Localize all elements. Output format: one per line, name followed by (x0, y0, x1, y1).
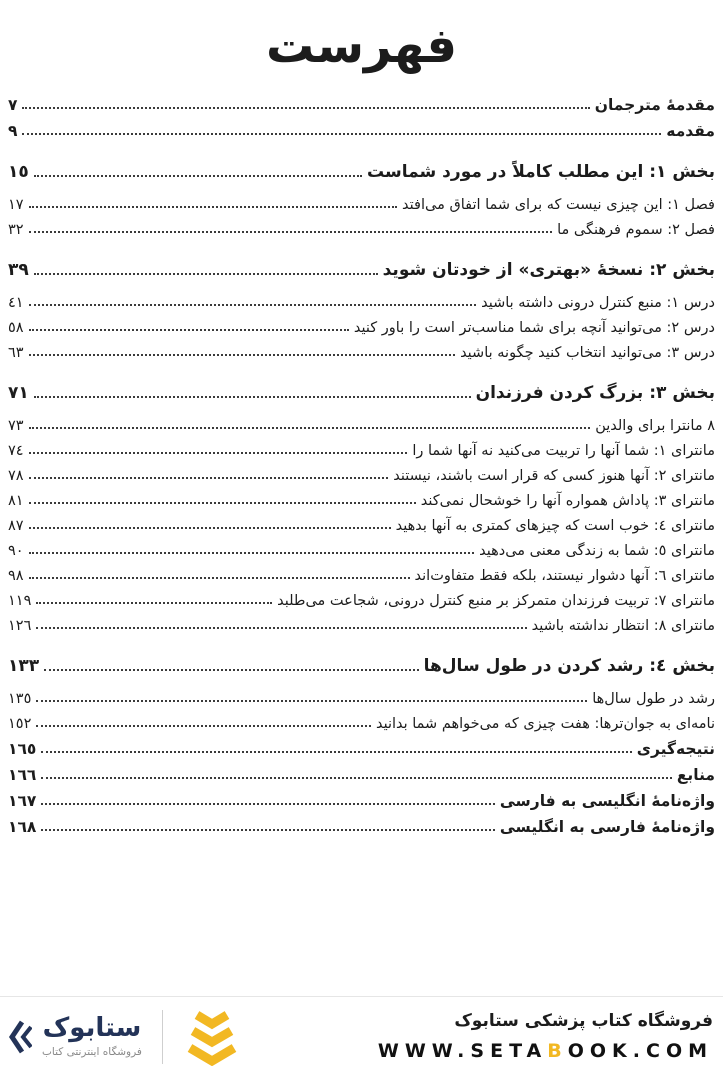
toc-dot-leader (29, 577, 410, 579)
toc-entry-page: ٧٣ (8, 417, 24, 434)
toc-entry-page: ٤١ (8, 294, 24, 311)
toc-entry-page: ٧١ (8, 383, 29, 403)
toc-dot-leader (29, 354, 455, 356)
toc-entry-page: ٩ (8, 122, 18, 140)
toc-entry (8, 192, 715, 217)
toc-entry-page: ٩٠ (8, 542, 24, 559)
toc-entry (8, 538, 715, 563)
toc-dot-leader (22, 107, 589, 109)
toc-dot-leader (29, 527, 391, 529)
toc-entry-page: ٨٧ (8, 517, 24, 534)
toc-dot-leader (36, 627, 526, 629)
toc-entry-page: ٨١ (8, 492, 24, 509)
toc-list (8, 92, 715, 840)
toc-dot-leader (29, 206, 397, 208)
toc-entry (8, 256, 715, 284)
toc-entry-page: ٦٣ (8, 344, 24, 361)
toc-entry (8, 315, 715, 340)
toc-entry (8, 340, 715, 365)
toc-dot-leader (29, 427, 591, 429)
toc-entry (8, 563, 715, 588)
toc-entry (8, 613, 715, 638)
toc-dot-leader (41, 751, 631, 753)
toc-entry (8, 711, 715, 736)
toc-entry-label: مانترای ٥: شما به زندگی معنی می‌دهید (479, 542, 715, 559)
toc-entry-label: درس ٢: می‌توانید آنچه برای شما مناسب‌تر است را باور کنید (353, 319, 715, 336)
toc-dot-leader (44, 669, 419, 671)
toc-entry-page: ٧٨ (8, 467, 24, 484)
brand-subtext: فروشگاه اینترنتی کتاب (42, 1046, 142, 1059)
setabook-emblem-icon (183, 1008, 241, 1066)
toc-entry-page: ١٥ (8, 162, 29, 182)
toc-dot-leader (29, 452, 408, 454)
brand-name: ستابوک (42, 1012, 142, 1043)
toc-dot-leader (34, 396, 471, 398)
toc-entry-page: ٣٩ (8, 260, 29, 280)
website-url (378, 1040, 713, 1062)
toc-entry-label: منابع (676, 766, 715, 784)
toc-entry (8, 513, 715, 538)
toc-dot-leader (36, 602, 272, 604)
toc-entry (8, 92, 715, 118)
toc-entry (8, 217, 715, 242)
toc-entry (8, 686, 715, 711)
toc-entry-label: مانترای ٣: پاداش همواره آنها را خوشحال نمی‌کند (420, 492, 715, 509)
toc-entry (8, 158, 715, 186)
toc-entry (8, 438, 715, 463)
toc-entry-page: ١٦٦ (8, 766, 37, 784)
toc-entry-label: درس ١: منبع کنترل درونی داشته باشید (481, 294, 715, 311)
toc-entry-label: مانترای ٤: خوب است که چیزهای کمتری به آنها بدهید (395, 517, 715, 534)
toc-entry-label: ٨ مانترا برای والدین (595, 417, 715, 434)
toc-entry-label: بخش ٢: نسخهٔ «بهتری» از خودتان شوید (382, 260, 715, 280)
toc-entry-page: ٧ (8, 96, 18, 114)
toc-entry (8, 118, 715, 144)
toc-entry-page: ١٥٢ (8, 715, 32, 732)
toc-dot-leader (29, 329, 349, 331)
toc-entry (8, 290, 715, 315)
toc-dot-leader (41, 777, 671, 779)
toc-entry-label: مانترای ٦: آنها دشوار نیستند، بلکه فقط متفاوت‌اند (414, 567, 715, 584)
toc-entry-label: درس ٣: می‌توانید انتخاب کنید چگونه باشید (460, 344, 715, 361)
toc-entry-label: بخش ٣: بزرگ کردن فرزندان (475, 383, 715, 403)
toc-entry-label: واژه‌نامهٔ فارسی به انگلیسی (499, 818, 715, 836)
toc-entry-label: مقدمه (666, 122, 715, 140)
page-title: فهرست (266, 18, 457, 74)
toc-entry-label: بخش ١: این مطلب کاملاً در مورد شماست (367, 162, 715, 182)
toc-dot-leader (29, 304, 477, 306)
toc-dot-leader (41, 803, 494, 805)
toc-entry-page: ١١٩ (8, 592, 32, 609)
toc-dot-leader (22, 133, 661, 135)
toc-entry-page: ٧٤ (8, 442, 24, 459)
toc-dot-leader (41, 829, 494, 831)
toc-entry-label: مانترای ١: شما آنها را تربیت می‌کنید نه آنها شما را (412, 442, 715, 459)
toc-entry-page: ١٦٨ (8, 818, 37, 836)
toc-dot-leader (29, 552, 475, 554)
website-highlight: B (547, 1040, 568, 1062)
footer-logo-area (8, 1008, 241, 1066)
toc-entry (8, 488, 715, 513)
toc-entry-page: ١٣٣ (8, 656, 40, 676)
footer-divider (162, 1010, 163, 1064)
toc-entry (8, 652, 715, 680)
toc-dot-leader (34, 273, 378, 275)
toc-entry-label: بخش ٤: رشد کردن در طول سال‌ها (423, 656, 715, 676)
toc-dot-leader (29, 477, 389, 479)
toc-entry (8, 736, 715, 762)
toc-entry-label: مانترای ٧: تربیت فرزندان متمرکز بر منبع کنترل درونی، شجاعت می‌طلبد (277, 592, 715, 609)
footer (0, 996, 723, 1080)
toc-entry-label: نتیجه‌گیری (636, 740, 715, 758)
toc-entry-label: رشد در طول سال‌ها (592, 690, 715, 707)
toc-entry-label: مانترای ٨: انتظار نداشته باشید (531, 617, 715, 634)
toc-entry-label: فصل ٢: سموم فرهنگی ما (557, 221, 715, 238)
toc-entry-page: ٣٢ (8, 221, 24, 238)
toc-entry (8, 413, 715, 438)
toc-entry (8, 588, 715, 613)
toc-entry (8, 762, 715, 788)
toc-entry-label: مقدمهٔ مترجمان (594, 96, 715, 114)
footer-store-area (378, 1011, 713, 1062)
toc-dot-leader (36, 725, 371, 727)
toc-entry-page: ١٢٦ (8, 617, 32, 634)
toc-dot-leader (36, 700, 587, 702)
toc-entry-label: واژه‌نامهٔ انگلیسی به فارسی (499, 792, 715, 810)
brand-block (42, 1012, 142, 1059)
toc-entry-page: ٩٨ (8, 567, 24, 584)
toc-entry (8, 463, 715, 488)
toc-entry-page: ١٦٥ (8, 740, 37, 758)
toc-entry (8, 788, 715, 814)
toc-entry-page: ١٣٥ (8, 690, 32, 707)
toc-dot-leader (34, 175, 362, 177)
toc-entry-label: مانترای ٢: آنها هنوز کسی که قرار است باشند، نیستند (393, 467, 715, 484)
toc-entry (8, 814, 715, 840)
toc-entry-page: ١٦٧ (8, 792, 37, 810)
website-prefix: WWW.SETA (377, 1040, 548, 1062)
double-chevron-icon (8, 1019, 32, 1055)
store-name: فروشگاه کتاب پزشکی ستابوک (454, 1011, 713, 1031)
website-suffix: OOK.COM (567, 1040, 713, 1062)
toc-entry-label: فصل ١: این چیزی نیست که برای شما اتفاق می‌افتد (402, 196, 715, 213)
toc-dot-leader (29, 502, 416, 504)
toc-entry (8, 379, 715, 407)
toc-entry-page: ١٧ (8, 196, 24, 213)
toc-entry-label: نامه‌ای به جوان‌ترها: هفت چیزی که می‌خواهم شما بدانید (375, 715, 715, 732)
toc-entry-page: ٥٨ (8, 319, 24, 336)
toc-dot-leader (29, 231, 553, 233)
